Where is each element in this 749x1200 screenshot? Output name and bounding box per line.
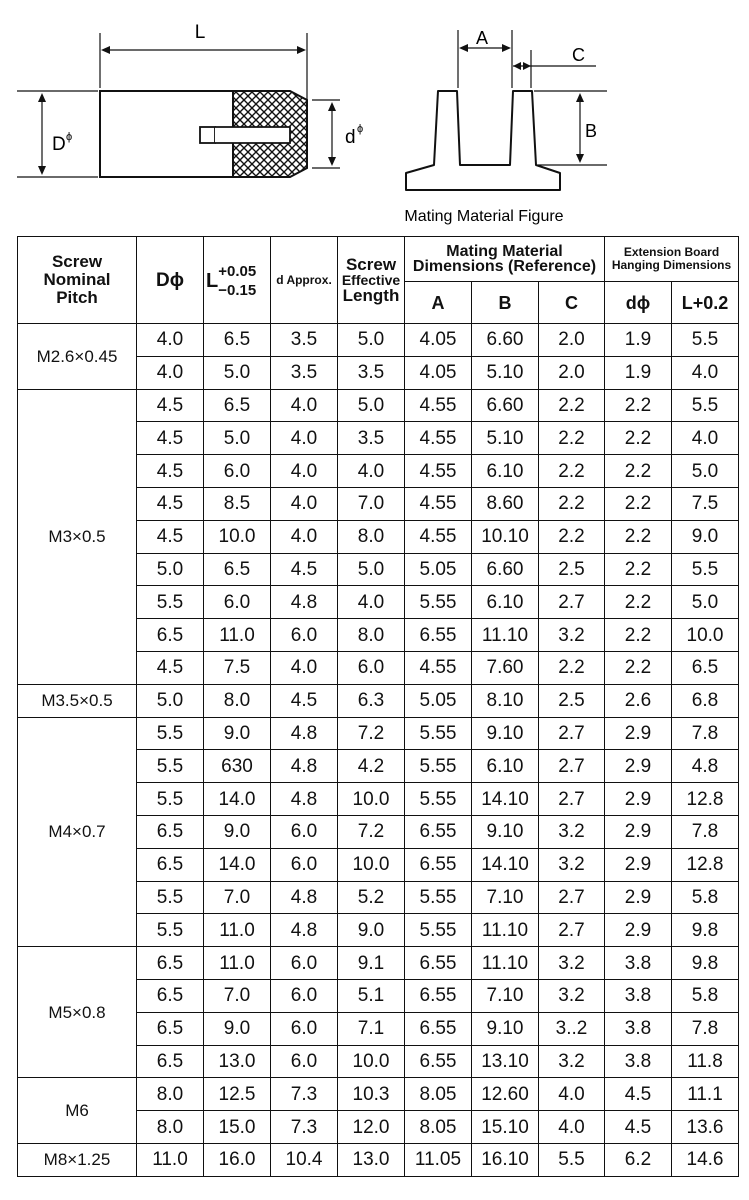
table-cell: 7.8	[672, 717, 739, 750]
table-cell: 5.0	[672, 455, 739, 488]
table-cell: 6.60	[472, 553, 539, 586]
table-cell: 2.9	[605, 815, 672, 848]
table-cell: 5.0	[137, 553, 204, 586]
table-cell: 10.3	[338, 1078, 405, 1111]
table-cell: 6.5	[137, 619, 204, 652]
table-cell: 11.10	[472, 619, 539, 652]
table-cell: 9.0	[204, 717, 271, 750]
table-cell: 6.5	[137, 815, 204, 848]
table-cell: 8.0	[137, 1078, 204, 1111]
table-cell: 6.0	[271, 815, 338, 848]
table-cell: 5.0	[204, 422, 271, 455]
table-cell: 4.05	[405, 356, 472, 389]
table-cell: 7.0	[204, 881, 271, 914]
table-cell: 5.5	[137, 750, 204, 783]
header-line: Mating Material	[446, 243, 563, 260]
table-cell: 2.5	[539, 553, 605, 586]
table-cell: 2.2	[605, 553, 672, 586]
table-row	[18, 717, 739, 750]
table-cell: 5.5	[137, 783, 204, 816]
table-row	[18, 684, 739, 717]
table-cell: 7.5	[672, 487, 739, 520]
table-cell: 14.0	[204, 848, 271, 881]
insert-drawing	[17, 22, 363, 177]
table-cell: 2.7	[539, 783, 605, 816]
table-cell: 7.0	[338, 487, 405, 520]
table-cell: 5.5	[137, 881, 204, 914]
table-cell: 6.3	[338, 684, 405, 717]
header-line: Screw	[345, 254, 397, 274]
table-cell: 4.8	[271, 750, 338, 783]
label-c: C	[572, 45, 585, 65]
header-line: Pitch	[56, 288, 98, 307]
col-screw-effective-length	[338, 237, 405, 324]
table-cell: 3.5	[271, 356, 338, 389]
table-cell: 14.10	[472, 783, 539, 816]
table-cell: 15.0	[204, 1111, 271, 1144]
table-cell: 6.5	[137, 848, 204, 881]
table-cell: 4.55	[405, 455, 472, 488]
table-cell: 6.5	[137, 947, 204, 980]
table-cell: 2.2	[539, 487, 605, 520]
table-cell: 13.6	[672, 1111, 739, 1144]
table-cell: 2.2	[605, 586, 672, 619]
table-cell: 6.55	[405, 815, 472, 848]
table-cell: 6.0	[271, 947, 338, 980]
table-cell: 2.2	[539, 389, 605, 422]
table-cell: 6.10	[472, 455, 539, 488]
table-cell: 4.5	[137, 651, 204, 684]
table-cell: 5.0	[204, 356, 271, 389]
table-cell: 5.55	[405, 750, 472, 783]
table-cell: 6.55	[405, 1012, 472, 1045]
table-cell: 4.0	[271, 389, 338, 422]
col-l-tolerance	[204, 237, 271, 324]
table-cell: 5.5	[672, 553, 739, 586]
col-d-phi: Dϕ	[137, 237, 204, 324]
table-row	[18, 324, 739, 357]
table-cell: 4.55	[405, 520, 472, 553]
col-mating-c: C	[539, 282, 605, 324]
table-cell: 7.8	[672, 1012, 739, 1045]
table-cell: 4.0	[137, 356, 204, 389]
table-cell: 13.0	[204, 1045, 271, 1078]
table-cell: 7.8	[672, 815, 739, 848]
table-cell: 4.5	[137, 422, 204, 455]
table-cell: 6.0	[271, 848, 338, 881]
table-cell: 7.10	[472, 881, 539, 914]
table-cell: 4.5	[137, 520, 204, 553]
table-cell: 4.55	[405, 389, 472, 422]
table-cell: 4.0	[672, 422, 739, 455]
table-cell: 16.10	[472, 1143, 539, 1176]
table-cell: 4.5	[605, 1078, 672, 1111]
table-cell: 10.0	[338, 1045, 405, 1078]
l-letter: L	[206, 269, 219, 292]
table-cell: 6.8	[672, 684, 739, 717]
table-cell: 2.2	[605, 487, 672, 520]
screw-pitch-cell: M6	[18, 1078, 137, 1144]
table-cell: 2.2	[539, 520, 605, 553]
table-cell: 4.0	[271, 422, 338, 455]
table-cell: 5.55	[405, 586, 472, 619]
table-cell: 5.10	[472, 356, 539, 389]
table-cell: 5.5	[539, 1143, 605, 1176]
table-cell: 2.7	[539, 881, 605, 914]
table-cell: 11.10	[472, 947, 539, 980]
table-cell: 8.0	[338, 520, 405, 553]
table-cell: 5.55	[405, 783, 472, 816]
table-cell: 2.2	[539, 455, 605, 488]
table-cell: 6.60	[472, 324, 539, 357]
table-cell: 6.55	[405, 979, 472, 1012]
table-cell: 2.2	[605, 389, 672, 422]
spec-table	[17, 236, 739, 1177]
figure-caption: Mating Material Figure	[404, 208, 564, 225]
table-cell: 5.55	[405, 881, 472, 914]
table-cell: 2.7	[539, 750, 605, 783]
table-cell: 2.2	[605, 455, 672, 488]
table-cell: 7.60	[472, 651, 539, 684]
table-cell: 9.0	[204, 1012, 271, 1045]
table-cell: 6.55	[405, 947, 472, 980]
table-cell: 7.1	[338, 1012, 405, 1045]
col-screw-nominal-pitch	[18, 237, 137, 324]
table-cell: 2.9	[605, 717, 672, 750]
header-line: Hanging Dimensions	[611, 258, 732, 272]
table-row	[18, 389, 739, 422]
table-cell: 2.2	[539, 651, 605, 684]
table-cell: 5.2	[338, 881, 405, 914]
table-cell: 3.2	[539, 619, 605, 652]
table-cell: 6.0	[204, 455, 271, 488]
table-cell: 5.1	[338, 979, 405, 1012]
table-cell: 8.0	[137, 1111, 204, 1144]
table-cell: 12.5	[204, 1078, 271, 1111]
table-cell: 4.8	[672, 750, 739, 783]
table-cell: 12.60	[472, 1078, 539, 1111]
mating-material-drawing	[406, 28, 607, 190]
table-cell: 3.5	[338, 356, 405, 389]
table-cell: 8.05	[405, 1111, 472, 1144]
table-cell: 4.0	[338, 586, 405, 619]
table-cell: 5.0	[338, 324, 405, 357]
table-cell: 6.55	[405, 1045, 472, 1078]
table-cell: 12.8	[672, 783, 739, 816]
table-cell: 10.0	[338, 783, 405, 816]
table-cell: 5.5	[137, 717, 204, 750]
label-a: A	[475, 28, 489, 48]
table-cell: 3.2	[539, 979, 605, 1012]
table-cell: 5.5	[137, 586, 204, 619]
table-cell: 10.4	[271, 1143, 338, 1176]
table-cell: 6.5	[204, 553, 271, 586]
table-cell: 5.5	[137, 914, 204, 947]
col-ext-l: L+0.2	[672, 282, 739, 324]
table-cell: 2.2	[605, 422, 672, 455]
screw-pitch-cell: M3.5×0.5	[18, 684, 137, 717]
table-cell: 11.0	[204, 914, 271, 947]
table-cell: 16.0	[204, 1143, 271, 1176]
table-cell: 2.2	[605, 651, 672, 684]
table-row	[18, 1143, 739, 1176]
header-line: Length	[342, 285, 400, 305]
table-cell: 4.0	[271, 520, 338, 553]
table-cell: 2.5	[539, 684, 605, 717]
col-ext-d-phi: dϕ	[605, 282, 672, 324]
table-cell: 3.8	[605, 1012, 672, 1045]
table-cell: 9.0	[338, 914, 405, 947]
table-cell: 9.0	[672, 520, 739, 553]
table-cell: 6.10	[472, 750, 539, 783]
table-cell: 3.8	[605, 979, 672, 1012]
table-cell: 5.0	[672, 586, 739, 619]
table-cell: 4.0	[338, 455, 405, 488]
table-cell: 2.0	[539, 356, 605, 389]
table-cell: 12.8	[672, 848, 739, 881]
table-cell: 9.0	[204, 815, 271, 848]
table-cell: 4.0	[539, 1111, 605, 1144]
header-line: Effective	[341, 271, 401, 288]
table-cell: 8.5	[204, 487, 271, 520]
table-cell: 7.0	[204, 979, 271, 1012]
screw-pitch-cell: M2.6×0.45	[18, 324, 137, 390]
table-cell: 3.5	[271, 324, 338, 357]
table-cell: 1.9	[605, 356, 672, 389]
table-cell: 6.0	[271, 1012, 338, 1045]
table-cell: 6.5	[137, 979, 204, 1012]
table-cell: 2.9	[605, 914, 672, 947]
table-cell: 4.5	[137, 389, 204, 422]
table-cell: 7.5	[204, 651, 271, 684]
table-cell: 3.2	[539, 1045, 605, 1078]
table-cell: 4.8	[271, 881, 338, 914]
table-cell: 3.8	[605, 947, 672, 980]
table-cell: 9.10	[472, 815, 539, 848]
table-cell: 15.10	[472, 1111, 539, 1144]
table-cell: 5.55	[405, 914, 472, 947]
table-cell: 6.0	[271, 619, 338, 652]
table-cell: 4.55	[405, 422, 472, 455]
label-d-inner: d	[345, 127, 356, 148]
header-line: Dimensions (Reference)	[412, 258, 597, 275]
table-cell: 9.8	[672, 947, 739, 980]
table-cell: 6.0	[271, 979, 338, 1012]
table-cell: 2.7	[539, 914, 605, 947]
table-cell: 12.0	[338, 1111, 405, 1144]
phi-symbol: ϕ	[357, 123, 364, 135]
table-cell: 6.5	[204, 324, 271, 357]
table-cell: 2.2	[539, 422, 605, 455]
table-cell: 4.5	[137, 455, 204, 488]
table-cell: 10.0	[338, 848, 405, 881]
table-cell: 2.7	[539, 717, 605, 750]
table-cell: 13.10	[472, 1045, 539, 1078]
col-mating-a: A	[405, 282, 472, 324]
table-cell: 4.5	[271, 684, 338, 717]
table-cell: 3.5	[338, 422, 405, 455]
table-cell: 8.0	[338, 619, 405, 652]
table-cell: 5.8	[672, 881, 739, 914]
table-cell: 3.2	[539, 947, 605, 980]
table-cell: 7.2	[338, 717, 405, 750]
table-cell: 8.60	[472, 487, 539, 520]
table-cell: 5.0	[137, 684, 204, 717]
table-cell: 2.2	[605, 619, 672, 652]
table-cell: 6.55	[405, 619, 472, 652]
table-cell: 8.0	[204, 684, 271, 717]
header-line: Extension Board	[623, 245, 720, 259]
table-cell: 6.0	[338, 651, 405, 684]
l-tol-plus: +0.05	[218, 262, 257, 280]
l-tol-minus: −0.15	[218, 281, 257, 299]
table-cell: 2.7	[539, 586, 605, 619]
table-cell: 4.0	[271, 487, 338, 520]
screw-pitch-cell: M3×0.5	[18, 389, 137, 684]
table-cell: 11.1	[672, 1078, 739, 1111]
table-cell: 4.8	[271, 586, 338, 619]
table-cell: 14.6	[672, 1143, 739, 1176]
table-cell: 9.1	[338, 947, 405, 980]
table-cell: 14.10	[472, 848, 539, 881]
table-cell: 3.8	[605, 1045, 672, 1078]
table-cell: 8.10	[472, 684, 539, 717]
table-cell: 7.3	[271, 1111, 338, 1144]
table-cell: 6.2	[605, 1143, 672, 1176]
table-cell: 6.0	[271, 1045, 338, 1078]
col-group-extension-board	[605, 237, 739, 282]
phi-symbol: ϕ	[66, 131, 73, 143]
table-cell: 3.2	[539, 848, 605, 881]
table-cell: 11.8	[672, 1045, 739, 1078]
table-cell: 4.0	[137, 324, 204, 357]
table-cell: 2.9	[605, 750, 672, 783]
table-cell: 4.5	[271, 553, 338, 586]
table-cell: 11.05	[405, 1143, 472, 1176]
table-cell: 4.0	[271, 651, 338, 684]
table-cell: 4.0	[271, 455, 338, 488]
table-cell: 7.2	[338, 815, 405, 848]
table-cell: 11.10	[472, 914, 539, 947]
table-cell: 6.5	[137, 1045, 204, 1078]
table-cell: 4.5	[605, 1111, 672, 1144]
table-cell: 2.6	[605, 684, 672, 717]
table-cell: 2.0	[539, 324, 605, 357]
col-group-mating-material	[405, 237, 605, 282]
table-cell: 9.8	[672, 914, 739, 947]
label-l: L	[194, 22, 206, 43]
table-cell: 2.9	[605, 848, 672, 881]
table-cell: 7.10	[472, 979, 539, 1012]
table-cell: 8.05	[405, 1078, 472, 1111]
table-cell: 4.5	[137, 487, 204, 520]
table-cell: 2.9	[605, 881, 672, 914]
header-line: Screw	[51, 252, 103, 271]
spec-table-body	[18, 324, 739, 1177]
table-cell: 6.60	[472, 389, 539, 422]
table-cell: 7.3	[271, 1078, 338, 1111]
table-cell: 4.55	[405, 487, 472, 520]
table-cell: 13.0	[338, 1143, 405, 1176]
table-cell: 5.5	[672, 389, 739, 422]
table-row	[18, 1078, 739, 1111]
table-cell: 6.55	[405, 848, 472, 881]
table-cell: 5.5	[672, 324, 739, 357]
table-cell: 5.05	[405, 684, 472, 717]
table-cell: 4.05	[405, 324, 472, 357]
table-cell: 2.2	[605, 520, 672, 553]
screw-pitch-cell: M4×0.7	[18, 717, 137, 947]
figures	[0, 0, 749, 236]
table-cell: 6.10	[472, 586, 539, 619]
table-cell: 4.8	[271, 717, 338, 750]
col-mating-b: B	[472, 282, 539, 324]
table-cell: 4.55	[405, 651, 472, 684]
screw-pitch-cell: M8×1.25	[18, 1143, 137, 1176]
table-cell: 5.0	[338, 389, 405, 422]
table-cell: 9.10	[472, 1012, 539, 1045]
table-cell: 11.0	[204, 619, 271, 652]
table-cell: 10.0	[672, 619, 739, 652]
label-b: B	[585, 121, 598, 141]
table-cell: 14.0	[204, 783, 271, 816]
table-cell: 630	[204, 750, 271, 783]
col-d-approx: d Approx.	[271, 237, 338, 324]
table-row	[18, 947, 739, 980]
table-cell: 6.0	[204, 586, 271, 619]
table-cell: 4.2	[338, 750, 405, 783]
table-cell: 3.2	[539, 815, 605, 848]
table-cell: 3..2	[539, 1012, 605, 1045]
table-cell: 6.5	[204, 389, 271, 422]
header-line: Nominal	[43, 270, 111, 289]
table-cell: 11.0	[204, 947, 271, 980]
table-cell: 5.10	[472, 422, 539, 455]
table-cell: 5.55	[405, 717, 472, 750]
table-cell: 5.8	[672, 979, 739, 1012]
table-cell: 10.10	[472, 520, 539, 553]
table-cell: 4.8	[271, 914, 338, 947]
label-d-outer: D	[52, 134, 66, 155]
screw-pitch-cell: M5×0.8	[18, 947, 137, 1078]
table-cell: 4.8	[271, 783, 338, 816]
table-cell: 6.5	[137, 1012, 204, 1045]
table-cell: 4.0	[672, 356, 739, 389]
table-cell: 9.10	[472, 717, 539, 750]
table-cell: 5.05	[405, 553, 472, 586]
table-cell: 10.0	[204, 520, 271, 553]
table-cell: 1.9	[605, 324, 672, 357]
table-cell: 2.9	[605, 783, 672, 816]
table-cell: 11.0	[137, 1143, 204, 1176]
table-cell: 6.5	[672, 651, 739, 684]
table-cell: 5.0	[338, 553, 405, 586]
table-cell: 4.0	[539, 1078, 605, 1111]
